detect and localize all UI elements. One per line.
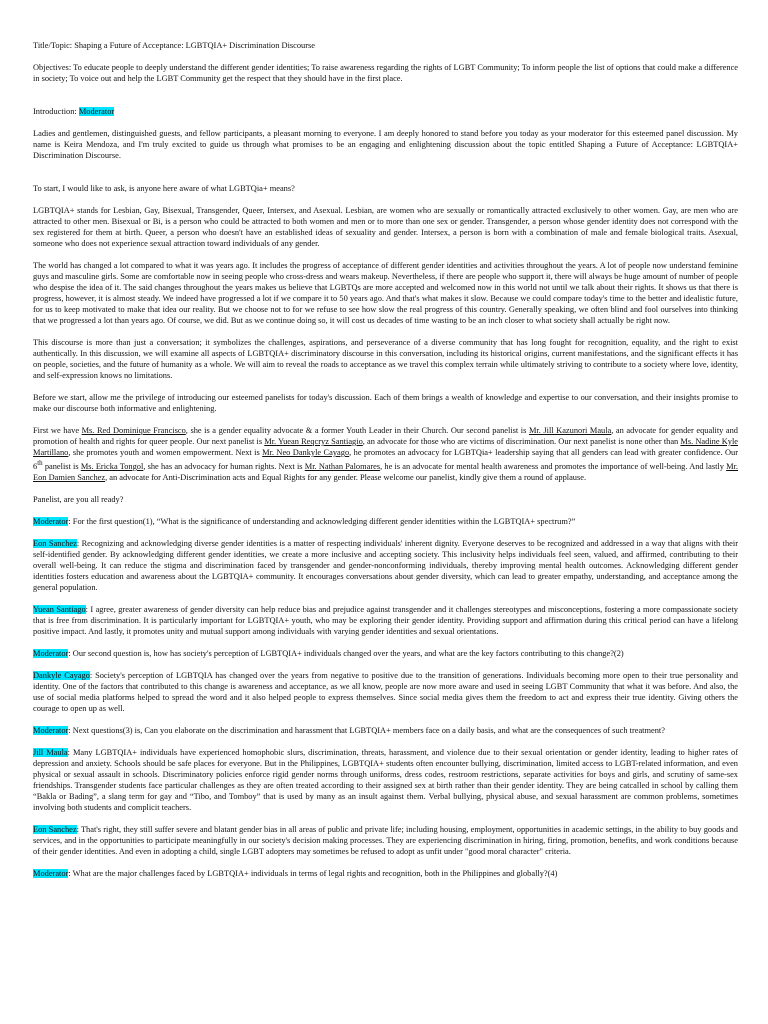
definitions-paragraph: LGBTQIA+ stands for Lesbian, Gay, Bisexual, Transgender, Queer, Intersex, and Asexual. Lesbian, are women who are sexually or romantically attracted exclusively to other women. Gay, are men who are attracted to other men. Bisexual or Bi, is a person who could be attracted to both women and men or to more than one sex or gender. Transgender, a person whose gender identity does not correspond with the sex registered for them at birth. Queer, a person who doesn't have an established ideas of sexuality and gender. Intersex, a person is born with a combination of male and female biological traits. Asexual, someone who does not experience sexual attraction toward individuals of any gender. bbox=[33, 206, 738, 248]
panelists-text: , she has an advocacy for human rights. Next is bbox=[143, 461, 305, 471]
introduction-heading bbox=[33, 106, 738, 117]
panelist-name: Ms. Red Dominique Francisco bbox=[81, 426, 186, 435]
exchange-text: : Recognizing and acknowledging diverse gender identities is a matter of respecting individuals' inherent dignity. Everyone deserves to be recognized and addressed in a way that aligns with their self-identified gender. By acknowledging different gender identities, we create a more inclusive and accepting society. This inclusivity helps individuals feel seen, valued, and affirmed, contributing to their overall well-being. It can reduce the stigma and discrimination faced by transgender and gender-nonconforming individuals, thereby improving mental health outcomes. Acknowledging different gender identities fosters education and awareness about the LGBTQIA+ community. It encourages conversations about gender diversity, which can lead to greater empathy, understanding, and acceptance among the general population. bbox=[33, 538, 738, 592]
exchange-paragraph bbox=[33, 868, 738, 879]
panelists-text: panelist is bbox=[42, 461, 81, 471]
speaker-highlight: Moderator bbox=[33, 868, 69, 878]
exchange-paragraph bbox=[33, 604, 738, 637]
panelists-paragraph bbox=[33, 425, 738, 483]
moderator-highlight: Moderator bbox=[78, 107, 115, 116]
speaker-highlight: Moderator bbox=[33, 648, 69, 658]
objectives-paragraph: Objectives: To educate people to deeply understand the different gender identities; To raise awareness regarding the rights of LGBT Community; To inform people the list of options that could make a difference in society; To voice out and help the LGBT Community get the respect that they should have in the first place. bbox=[33, 63, 738, 83]
panelists-text: , an advocate for those who are victims of discrimination. Our next panelist is none other than bbox=[362, 437, 681, 446]
panelist-name: Mr. Nathan Palomares bbox=[304, 461, 381, 471]
panel-ready-line: Panelist, are you all ready? bbox=[33, 494, 124, 504]
panelist-name: Mr. Neo Dankyle Cayago bbox=[262, 448, 350, 457]
panelist-name: Mr. Eon Damien Sanchez bbox=[33, 461, 739, 482]
speaker-highlight: Eon Sanchez bbox=[33, 538, 77, 548]
panelist-name: Mr. Jill Kazunori Maula bbox=[528, 426, 612, 435]
panelists-text: , he promotes an advocacy for LGBTQia+ leadership saying that all genders can lead with greater confidence. Our 6 bbox=[33, 448, 738, 471]
exchange-paragraph bbox=[33, 516, 738, 527]
exchange-text: : Our second question is, how has society's perception of LGBTQIA+ individuals changed over the years, and what are the key factors contributing to this change?(2) bbox=[68, 648, 624, 658]
panelist-name: Mr. Yuean Reqcryz Santiagio bbox=[264, 437, 363, 446]
exchange-text: : Society's perception of LGBTQIA has changed over the years from negative to positive due to the transition of generations. Individuals becoming more open to their true personality and identity. One of the factors that contributed to this change is awareness and acceptance, as we all know, people are now more aware and used in seeing LGBT Community that what it was before. And also, the use of social media platforms helped to spread the word and it also helped people to express themselves. Since social media gives them the freedom to act and express their true identity. Giving others the courage to open up as well. bbox=[33, 670, 738, 713]
exchange-text: : For the first question(1), “What is the significance of understanding and acknowledging different gender identities within the LGBTQIA+ spectrum?” bbox=[68, 516, 576, 526]
exchange-paragraph bbox=[33, 538, 738, 593]
speaker-highlight: Yuean Santiago bbox=[33, 604, 86, 614]
panelists-text: , she promotes youth and women empowerment. Next is bbox=[68, 448, 263, 457]
panelists-text: , she is a gender equality advocate & a former Youth Leader in their Church. Our second panelist is bbox=[185, 426, 529, 435]
introduction-label: Introduction: bbox=[33, 107, 77, 116]
greeting-paragraph: Ladies and gentlemen, distinguished guests, and fellow participants, a pleasant morning to everyone. I am deeply honored to stand before you today as your moderator for this esteemed panel discussion. My name is Keira Mendoza, and I'm truly excited to guide us through what promises to be an engaging and enlightening discussion about the topic entitled Shaping a Future of Acceptance: LGBTQIA+ Discrimination Discourse. bbox=[33, 129, 738, 160]
exchange-text: : What are the major challenges faced by LGBTQIA+ individuals in terms of legal rights and recognition, both in the Philippines and globally?(4) bbox=[68, 868, 558, 878]
panelist-name: Ms. Nadine Kyle Martillano bbox=[33, 437, 738, 457]
title-line: Title/Topic: Shaping a Future of Acceptance: LGBTQIA+ Discrimination Discourse bbox=[33, 41, 316, 50]
exchange-paragraph bbox=[33, 824, 738, 857]
before-start-paragraph: Before we start, allow me the privilege of introducing our esteemed panelists for today's discussion. Each of them brings a wealth of knowledge and expertise to our conversation, and their insights promise to make our discourse both informative and enlightening. bbox=[33, 393, 738, 413]
speaker-highlight: Dankyle Cayago bbox=[33, 670, 90, 680]
speaker-highlight: Jill Maula bbox=[33, 747, 68, 757]
panelists-text: , an advocate for Anti-Discrimination acts and Equal Rights for any gender. Please welcome our panelist, kindly give them a round of applause. bbox=[105, 472, 587, 482]
exchange-text: : Next questions(3) is, Can you elaborate on the discrimination and harassment that LGBTQIA+ members face on a daily basis, and what are the consequences of such treatment? bbox=[68, 725, 665, 735]
speaker-highlight: Moderator bbox=[33, 516, 69, 526]
speaker-highlight: Eon Sanchez bbox=[33, 824, 77, 834]
exchange-paragraph bbox=[33, 725, 738, 736]
exchange-text: : That's right, they still suffer severe and blatant gender bias in all areas of public and private life; including housing, employment, opportunities in academic settings, in the ability to buy goods and services, and in the opportunities to participate meaningfully in our society's decision making processes. They are experiencing discrimination in hiring, firing, promotion, benefits, and work conditions because of their gender identities. And even in adopting a child, single LGBT adopters may sometimes be refused to adopt as unfit under "good moral character" criteria. bbox=[33, 824, 738, 856]
panelist-name: Ms. Ericka Tongol bbox=[80, 461, 144, 471]
speaker-highlight: Moderator bbox=[33, 725, 69, 735]
world-changed-paragraph: The world has changed a lot compared to what it was years ago. It includes the progress of acceptance of different gender identities and activities throughout the years. A lot of people now understand feminine guys and masculine girls. Some are comfortable now in seeing people who cross-dress and wears makeup. Nevertheless, if there are people who support it, there will always be huge amount of number of people who despise the idea of it. The said changes throughout the years makes us believe that LGBTQs are more accepted and welcomed now in this world not until we talk about their rights. It shows us that there is progress, however, it is almost steady. We indeed have progressed a lot if we compare it to 50 years ago. And that's what makes it slow. Because we could compare today's time to the better and idealistic future, for us to keep motivated to make that idea our reality. But we choose not to for we refuse to see how slow the real progress of this country. Generally speaking, we often blind and fool ourselves into thinking that we progressed a lot than years ago. Of course, we did. But as we continue doing so, it will cost us decades of time wasting to be an inch closer to what society shall actually be right now. bbox=[33, 261, 738, 325]
discourse-paragraph: This discourse is more than just a conversation; it symbolizes the challenges, aspirations, and perseverance of a diverse community that has long fought for recognition, equality, and the right to exist authentically. In this discussion, we will examine all aspects of LGBTQIA+ discriminatory discourse in this conversation, including its historical origins, current manifestations, and the significant effects it has on people, societies, and the future of humanity as a whole. We will aim to reveal the roads to acceptance as we travel this complex terrain while ultimately striving to contribute to a society where love, identity, and self-expression knows no limitations. bbox=[33, 338, 738, 380]
panelists-text: First we have bbox=[33, 426, 82, 435]
panelists-text: , an advocate for gender equality and promotion of health and rights for queer people. Our next panelist is bbox=[33, 426, 738, 446]
exchange-text: : I agree, greater awareness of gender diversity can help reduce bias and prejudice against transgender and it challenges stereotypes and misconceptions, fostering a more compassionate society that is free from discrimination. It is particularly important for LGBTQIA+ youth, who may be exploring their gender identity. Providing support and affirmation during this critical period can have a lifelong positive impact. And lastly, it promotes unity and mutual support among individuals with varying gender identities and sexual orientations. bbox=[33, 604, 738, 636]
exchange-text: : Many LGBTQIA+ individuals have experienced homophobic slurs, discrimination, threats, harassment, and violence due to their sexual orientation or gender identity, leading to higher rates of depression and anxiety. Schools should be safe places for everyone. But in the Philippines, LGBTQIA+ students often encounter bullying, discrimination, limited access to LGBT-related information, and even physical or sexual assault in schools. Discriminatory policies enforce rigid gender norms through uniforms, dress codes, restroom restrictions, separate activities for boys and girls, and scrutiny of same-sex friendships. Transgender students face particular challenges as they are often treated according to their assigned sex at birth rather than their gender identity. They are being catcalled in school by calling them “Bakla or Bading”, a slang term for gay and “Tibo, and Tomboy” that is used by many as an insult against them. Verbal bullying, physical abuse, and sexual harassment are common problems, sometimes involving both students and complicit teachers. bbox=[33, 747, 739, 812]
exchange-paragraph bbox=[33, 648, 738, 659]
exchange-paragraph bbox=[33, 747, 738, 813]
opening-question: To start, I would like to ask, is anyone here aware of what LGBTQia+ means? bbox=[33, 184, 295, 193]
ordinal-suffix: th bbox=[37, 459, 43, 467]
exchange-paragraph bbox=[33, 670, 738, 714]
panelists-text: , he is an advocate for mental health awareness and promotes the importance of well-being. And lastly bbox=[380, 461, 727, 471]
